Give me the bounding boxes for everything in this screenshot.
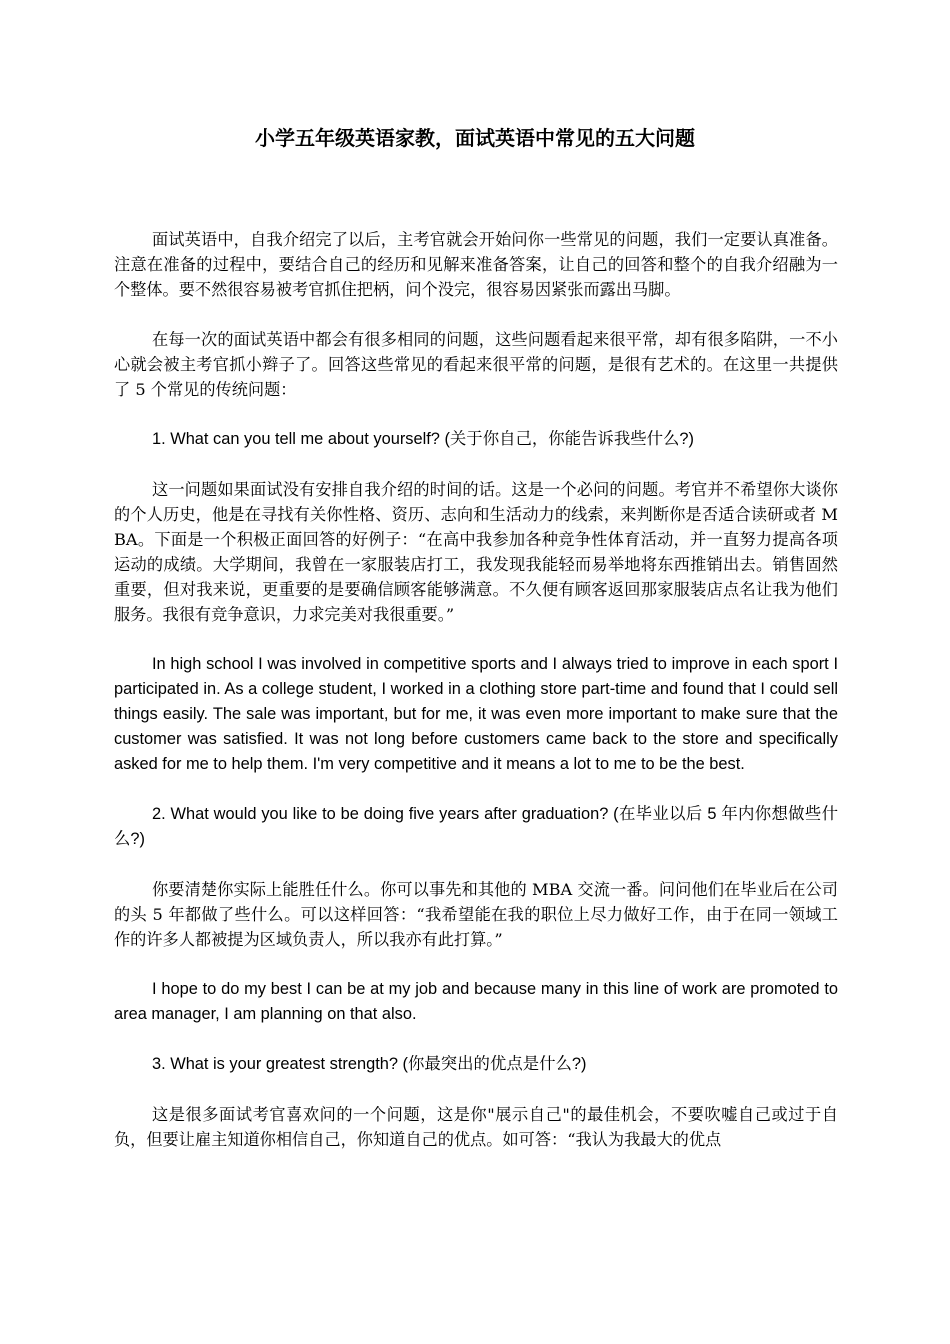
question-3-explanation: 这是很多面试考官喜欢问的一个问题，这是你"展示自己"的最佳机会，不要吹嘘自己或过于自负，但要让雇主知道你相信自己，你知道自己的优点。如可答：“我认为我最大的优点 <box>114 1105 838 1149</box>
document-body <box>114 227 838 1177</box>
question-1-english-answer: In high school I was involved in competitive sports and I always tried to improve in each sport I participated in. As a college student, I worked in a clothing store part-time and found that I could sell things easily. The sale was important, but for me, it was even more important to make sure that the customer was satisfied. It was not long before customers came back to the store and specifically asked for me to help them. I'm very competitive and it means a lot to me to be the best. <box>114 655 838 773</box>
document-title: 小学五年级英语家教，面试英语中常见的五大问题 <box>255 126 695 150</box>
question-2-explanation: 你要清楚你实际上能胜任什么。你可以事先和其他的 MBA 交流一番。问问他们在毕业后在公司的头 5 年都做了些什么。可以这样回答：“我希望能在我的职位上尽力做好工作，由于在同一领域工作的许多人都被提为区域负责人，所以我亦有此打算。” <box>114 880 838 949</box>
intro-paragraph: 面试英语中，自我介绍完了以后，主考官就会开始问你一些常见的问题，我们一定要认真准备。注意在准备的过程中，要结合自己的经历和见解来准备答案，让自己的回答和整个的自我介绍融为一个整体。要不然很容易被考官抓住把柄，问个没完，很容易因紧张而露出马脚。 <box>114 230 838 299</box>
question-1-explanation: 这一问题如果面试没有安排自我介绍的时间的话。这是一个必问的问题。考官并不希望你大谈你的个人历史，他是在寻找有关你性格、资历、志向和生活动力的线索，来判断你是否适合读研或者 MBA。下面是一个积极正面回答的好例子：“在高中我参加各种竞争性体育活动，并一直努力提高各项运动的成绩。大学期间，我曾在一家服装店打工，我发现我能轻而易举地将东西推销出去。销售固然重要，但对我来说，更重要的是要确信顾客能够满意。不久便有顾客返回那家服装店点名让我为他们服务。我很有竞争意识，力求完美对我很重要。” <box>114 480 838 624</box>
question-2-heading: 2. What would you like to be doing five years after graduation? (在毕业以后 5 年内你想做些什么?) <box>114 805 838 848</box>
question-1-heading: 1. What can you tell me about yourself? (关于你自己，你能告诉我些什么?) <box>152 430 694 448</box>
question-3-heading: 3. What is your greatest strength? (你最突出的优点是什么?) <box>152 1055 587 1073</box>
overview-paragraph: 在每一次的面试英语中都会有很多相同的问题，这些问题看起来很平常，却有很多陷阱，一不小心就会被主考官抓小辫子了。回答这些常见的看起来很平常的问题，是很有艺术的。在这里一共提供了 5 个常见的传统问题： <box>114 330 838 399</box>
question-2-english-answer: I hope to do my best I can be at my job and because many in this line of work are promoted to area manager, I am planning on that also. <box>114 980 838 1023</box>
